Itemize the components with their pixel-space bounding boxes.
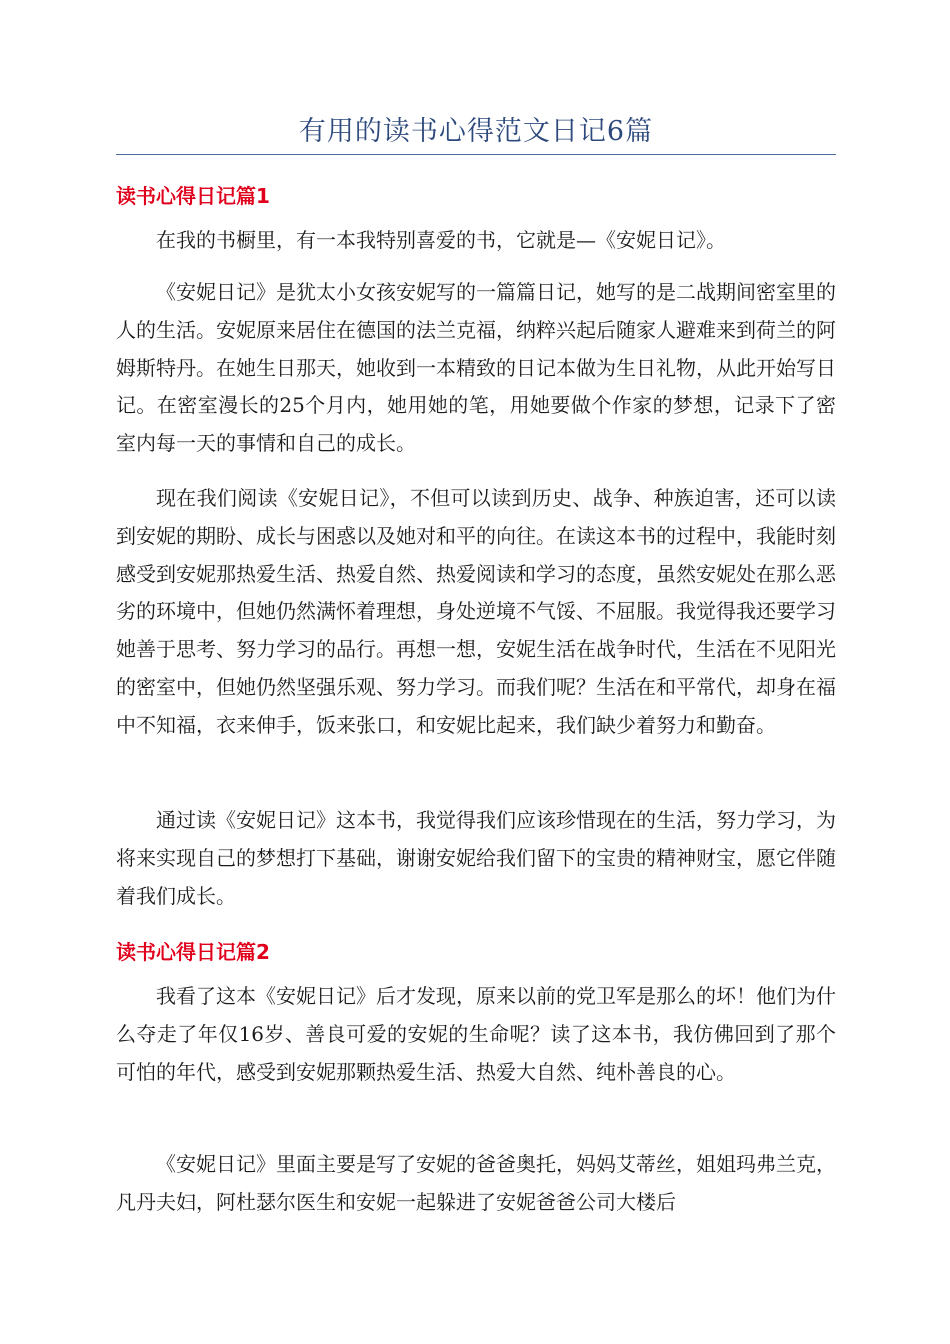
title-divider xyxy=(116,154,836,155)
paragraph-2-1: 我看了这本《安妮日记》后才发现，原来以前的党卫军是那么的坏！他们为什么夺走了年仅16岁、善良可爱的安妮的生命呢？读了这本书，我仿佛回到了那个可怕的年代，感受到安妮那颗热爱生活、热爱大自然、纯朴善良的心。 xyxy=(116,984,836,1084)
paragraph-1-3: 现在我们阅读《安妮日记》，不但可以读到历史、战争、种族迫害，还可以读到安妮的期盼、成长与困惑以及她对和平的向往。在读这本书的过程中，我能时刻感受到安妮那热爱生活、热爱自然、热爱阅读和学习的态度，虽然安妮处在那么恶劣的环境中，但她仍然满怀着理想，身处逆境不气馁、不屈服。我觉得我还要学习她善于思考、努力学习的品行。再想一想，安妮生活在战争时代，生活在不见阳光的密室中，但她仍然坚强乐观、努力学习。而我们呢？生活在和平常代，却身在福中不知福，衣来伸手，饭来张口，和安妮比起来，我们缺少着努力和勤奋。 xyxy=(116,486,836,737)
section-heading-2: 读书心得日记篇2 xyxy=(116,940,270,964)
paragraph-1-1: 在我的书橱里，有一本我特别喜爱的书，它就是—《安妮日记》。 xyxy=(156,228,726,252)
paragraph-1-2: 《安妮日记》是犹太小女孩安妮写的一篇篇日记，她写的是二战期间密室里的人的生活。安妮原来居住在德国的法兰克福，纳粹兴起后随家人避难来到荷兰的阿姆斯特丹。在她生日那天，她收到一本精致的日记本做为生日礼物，从此开始写日记。在密室漫长的25个月内，她用她的笔，用她要做个作家的梦想，记录下了密室内每一天的事情和自己的成长。 xyxy=(116,280,836,456)
section-heading-1: 读书心得日记篇1 xyxy=(116,184,270,208)
paragraph-1-4: 通过读《安妮日记》这本书，我觉得我们应该珍惜现在的生活，努力学习，为将来实现自己的梦想打下基础，谢谢安妮给我们留下的宝贵的精神财宝，愿它伴随着我们成长。 xyxy=(116,808,836,908)
page-title: 有用的读书心得范文日记6篇 xyxy=(298,116,654,147)
paragraph-2-2: 《安妮日记》里面主要是写了安妮的爸爸奥托，妈妈艾蒂丝，姐姐玛弗兰克，凡丹夫妇，阿杜瑟尔医生和安妮一起躲进了安妮爸爸公司大楼后 xyxy=(116,1152,836,1214)
